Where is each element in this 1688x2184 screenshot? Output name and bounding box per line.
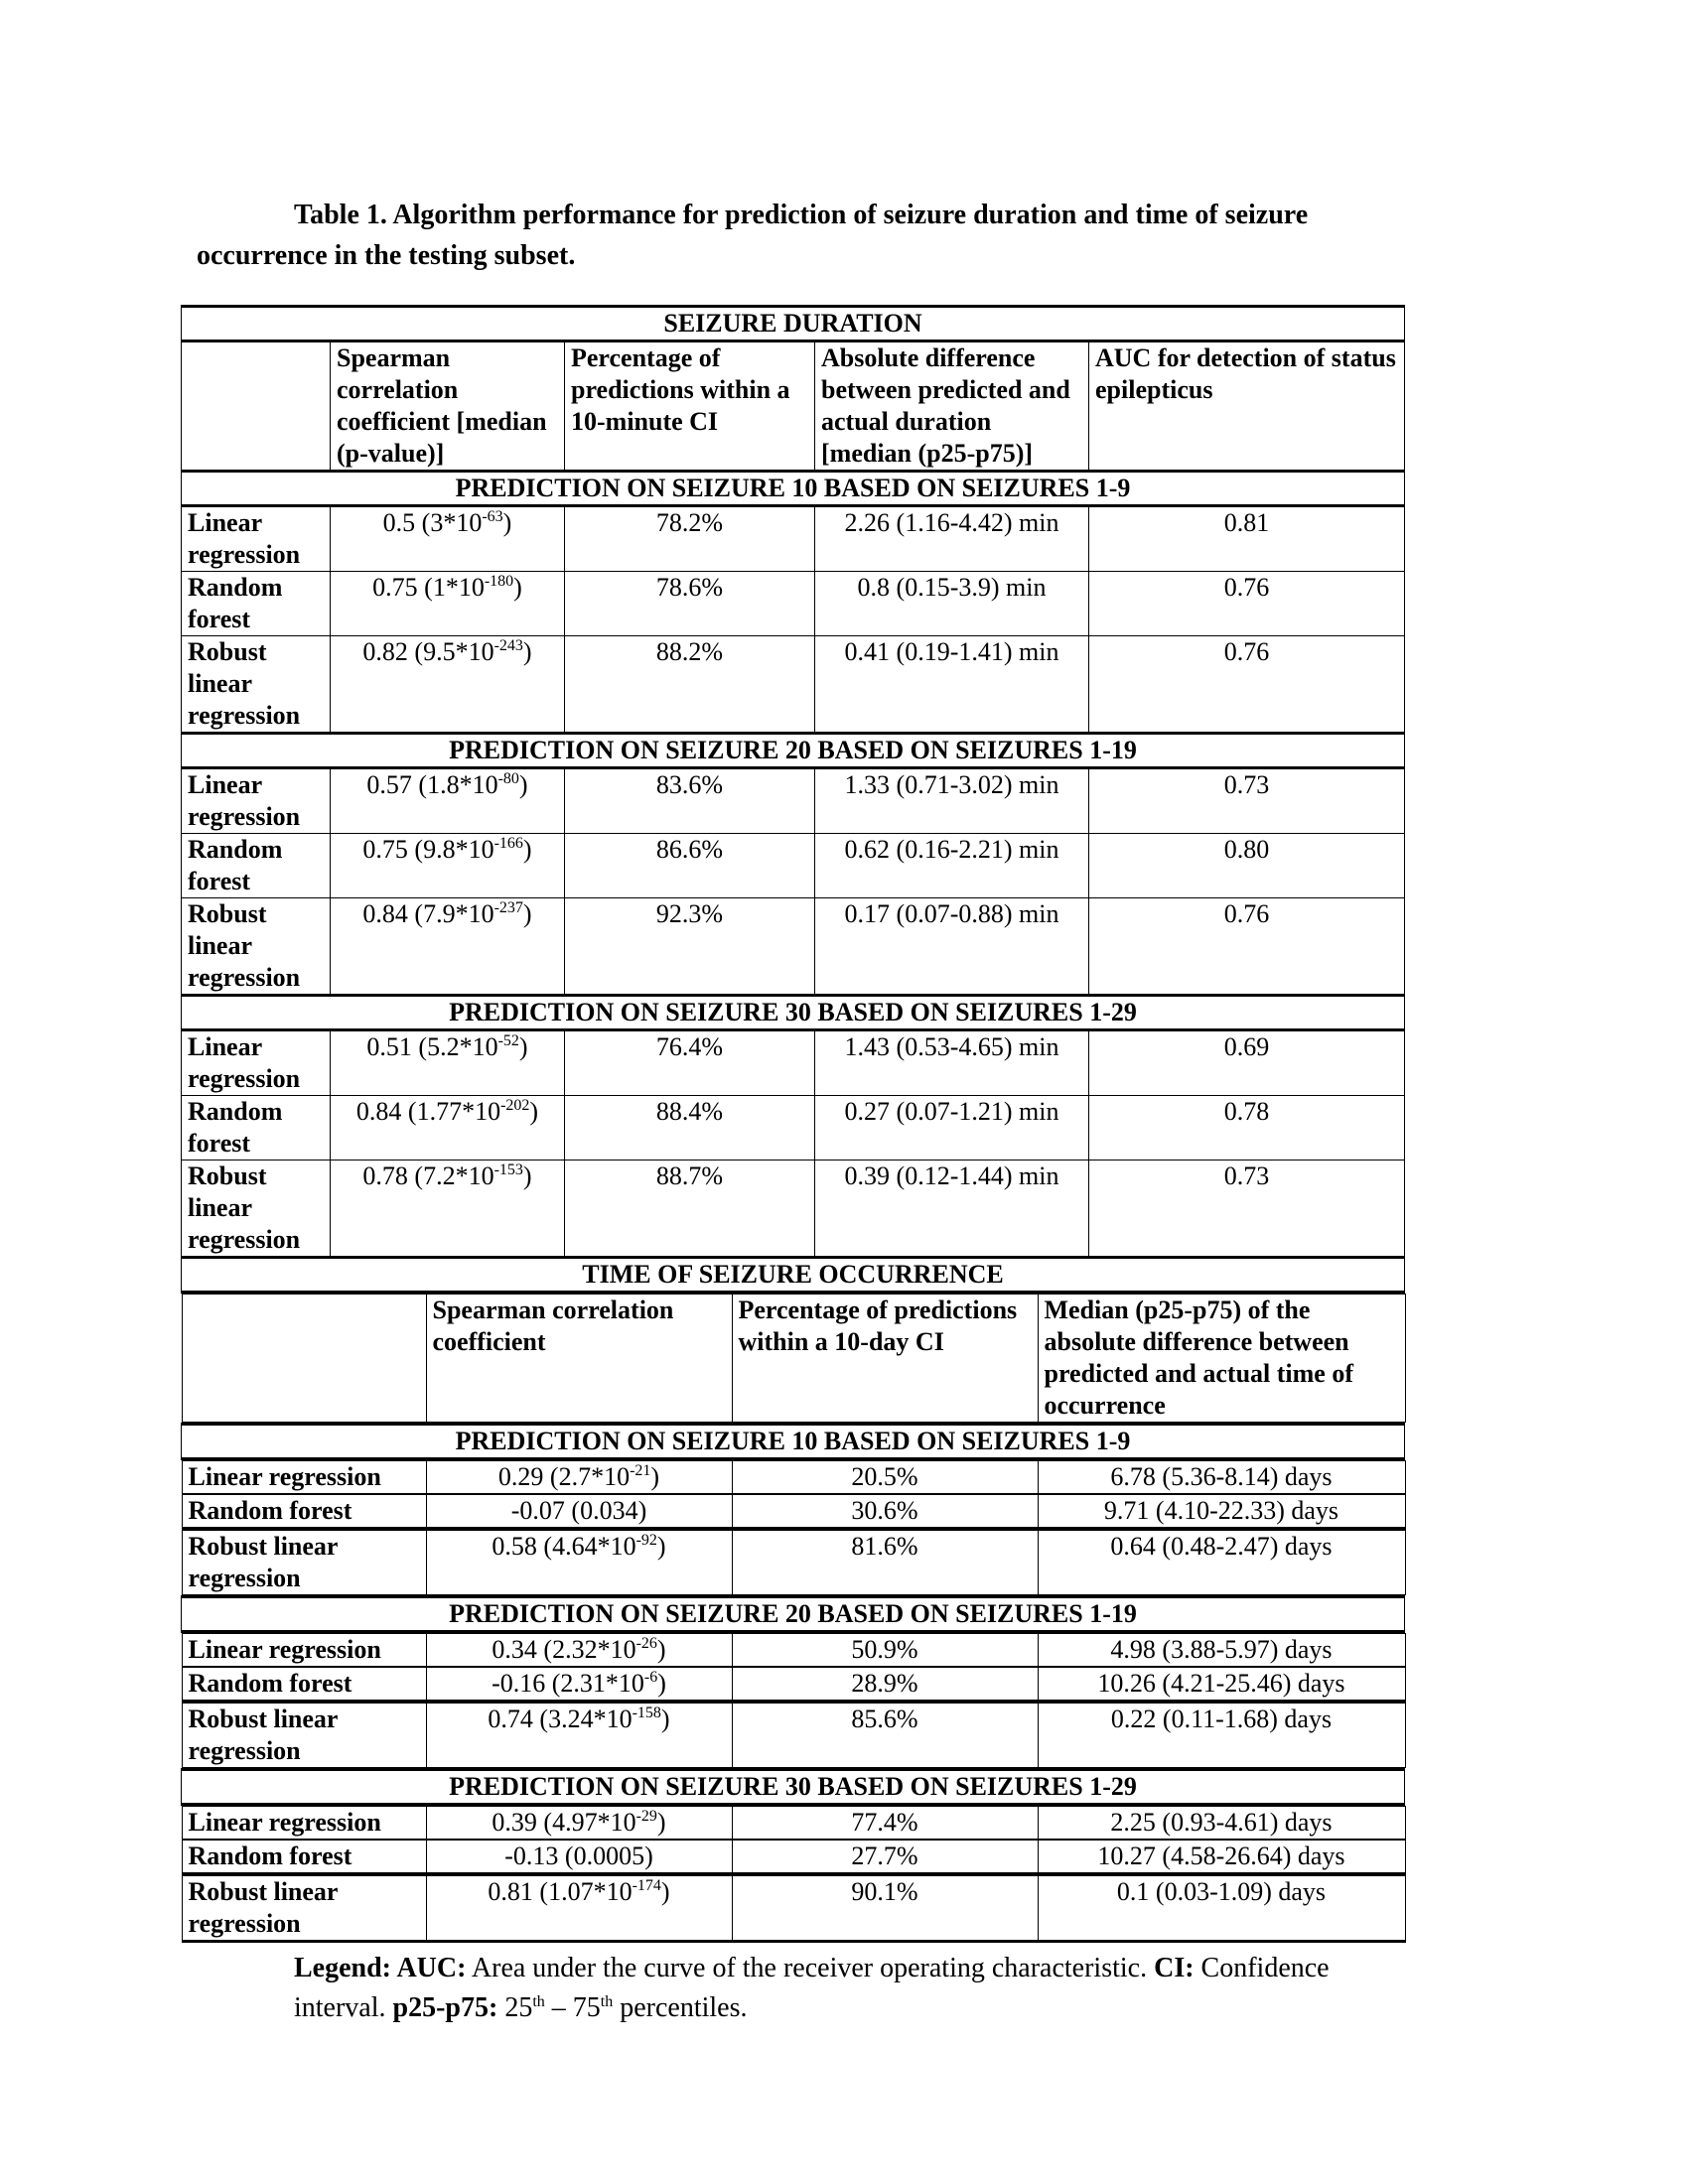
p-value-exponent: -237 — [493, 899, 523, 916]
row-label: Robust linear regression — [182, 1530, 426, 1595]
spearman-value: -0.16 (2.31*10 — [492, 1669, 644, 1698]
p-value-exponent: -29 — [635, 1808, 657, 1825]
row-label: Random forest — [182, 1841, 426, 1873]
percentage-cell: 28.9% — [732, 1668, 1038, 1701]
table-row — [182, 1096, 1405, 1160]
duration-header-row — [182, 341, 1405, 472]
occurrence-header-row — [182, 1295, 1405, 1423]
spearman-cell — [426, 1634, 732, 1667]
spearman-value: 0.51 (5.2*10 — [366, 1032, 498, 1061]
spearman-cell — [331, 506, 565, 572]
group-title: PREDICTION ON SEIZURE 20 BASED ON SEIZURES 1-19 — [182, 734, 1405, 768]
spearman-close: ) — [513, 573, 522, 602]
spearman-value: 0.34 (2.32*10 — [492, 1635, 636, 1664]
table-and-legend — [181, 305, 1404, 2028]
header-spearman: Spearman correlation coefficient [median (p-value)] — [331, 341, 565, 472]
table-row — [182, 1530, 1405, 1595]
section-title-duration: SEIZURE DURATION — [182, 307, 1405, 341]
table-row — [182, 1160, 1405, 1258]
percentage-cell: 83.6% — [565, 768, 815, 834]
abs-diff-cell: 0.17 (0.07-0.88) min — [815, 898, 1089, 996]
row-label: Robust linear regression — [182, 1703, 426, 1768]
percentage-cell: 90.1% — [732, 1875, 1038, 1942]
row-label: Random forest — [182, 572, 331, 636]
section-title-row — [182, 1258, 1405, 1293]
percentage-cell: 86.6% — [565, 834, 815, 898]
table-row — [182, 834, 1405, 898]
legend-sup-2: th — [600, 1993, 614, 2010]
spearman-close: ) — [522, 637, 532, 666]
spearman-value: 0.75 (9.8*10 — [362, 835, 494, 864]
auc-cell: 0.76 — [1089, 572, 1405, 636]
percentage-cell: 78.2% — [565, 506, 815, 572]
p-value-exponent: -158 — [632, 1705, 661, 1721]
spearman-value: 0.58 (4.64*10 — [492, 1532, 636, 1561]
caption-line-2: occurrence in the testing subset. — [197, 240, 576, 271]
group-title: PREDICTION ON SEIZURE 10 BASED ON SEIZURES 1-9 — [182, 1425, 1405, 1459]
spearman-cell — [426, 1841, 732, 1873]
group-title: PREDICTION ON SEIZURE 10 BASED ON SEIZURES 1-9 — [182, 472, 1405, 506]
percentage-cell: 76.4% — [565, 1030, 815, 1096]
spearman-close: ) — [522, 899, 532, 928]
auc-cell: 0.76 — [1089, 636, 1405, 734]
section-title-occurrence: TIME OF SEIZURE OCCURRENCE — [182, 1258, 1405, 1293]
group-header-row — [182, 1425, 1405, 1459]
p-value-exponent: -52 — [497, 1032, 519, 1049]
p-value-exponent: -243 — [493, 637, 523, 654]
percentage-cell: 81.6% — [732, 1530, 1038, 1595]
spearman-close: ) — [657, 1669, 666, 1698]
row-label: Robust linear regression — [182, 1160, 331, 1258]
header-empty — [182, 1295, 426, 1423]
spearman-cell — [331, 572, 565, 636]
header-abs-diff: Median (p25-p75) of the absolute difference between predicted and actual time of occurrence — [1038, 1295, 1405, 1423]
row-label: Random forest — [182, 1668, 426, 1701]
spearman-close: ) — [660, 1877, 670, 1906]
spearman-value: 0.84 (1.77*10 — [355, 1097, 501, 1126]
row-label: Linear regression — [182, 506, 331, 572]
occurrence-row-wrapper — [182, 1632, 1405, 1668]
p-value-exponent: -166 — [493, 835, 523, 852]
legend — [197, 1949, 1428, 2028]
percentage-cell: 88.7% — [565, 1160, 815, 1258]
group-title: PREDICTION ON SEIZURE 30 BASED ON SEIZURES 1-29 — [182, 996, 1405, 1030]
spearman-cell — [331, 834, 565, 898]
legend-auc-label: Legend: AUC: — [294, 1953, 467, 1983]
group-header-row — [182, 1770, 1405, 1805]
row-label: Linear regression — [182, 1461, 426, 1494]
percentage-cell: 92.3% — [565, 898, 815, 996]
spearman-cell — [331, 1160, 565, 1258]
spearman-close: ) — [522, 835, 532, 864]
seizure-duration-section — [182, 307, 1405, 1258]
percentage-cell: 77.4% — [732, 1807, 1038, 1840]
auc-cell: 0.80 — [1089, 834, 1405, 898]
occurrence-row-wrapper — [182, 1805, 1405, 1841]
occurrence-row-wrapper — [182, 1840, 1405, 1873]
p-value-exponent: -21 — [630, 1462, 651, 1479]
row-label: Linear regression — [182, 768, 331, 834]
spearman-close: ) — [656, 1532, 666, 1561]
percentage-cell: 78.6% — [565, 572, 815, 636]
spearman-close: ) — [518, 1032, 528, 1061]
p-value-exponent: -153 — [493, 1161, 523, 1178]
spearman-cell — [331, 1096, 565, 1160]
time-of-occurrence-section — [182, 1258, 1405, 1944]
occurrence-row-wrapper — [182, 1528, 1405, 1597]
table-row — [182, 768, 1405, 834]
spearman-value: -0.07 (0.034) — [510, 1496, 647, 1525]
abs-diff-cell: 0.64 (0.48-2.47) days — [1038, 1530, 1405, 1595]
spearman-cell — [426, 1875, 732, 1942]
percentage-cell: 27.7% — [732, 1841, 1038, 1873]
legend-p-text-1: 25 — [497, 1992, 533, 2023]
group-title: PREDICTION ON SEIZURE 20 BASED ON SEIZURES 1-19 — [182, 1597, 1405, 1632]
spearman-cell — [426, 1461, 732, 1494]
spearman-close: ) — [522, 1161, 532, 1190]
occurrence-row-wrapper — [182, 1873, 1405, 1943]
header-percentage: Percentage of predictions within a 10-minute CI — [565, 341, 815, 472]
spearman-value: 0.78 (7.2*10 — [362, 1161, 494, 1190]
spearman-value: 0.82 (9.5*10 — [362, 637, 494, 666]
spearman-cell — [331, 636, 565, 734]
header-empty — [182, 341, 331, 472]
p-value-exponent: -92 — [635, 1532, 657, 1549]
abs-diff-cell: 0.8 (0.15-3.9) min — [815, 572, 1089, 636]
spearman-close: ) — [656, 1635, 666, 1664]
abs-diff-cell: 10.26 (4.21-25.46) days — [1038, 1668, 1405, 1701]
occurrence-header-wrapper — [182, 1293, 1405, 1425]
occurrence-row-wrapper — [182, 1494, 1405, 1528]
percentage-cell: 88.2% — [565, 636, 815, 734]
percentage-cell: 30.6% — [732, 1495, 1038, 1528]
abs-diff-cell: 0.39 (0.12-1.44) min — [815, 1160, 1089, 1258]
occurrence-row-wrapper — [182, 1667, 1405, 1701]
row-label: Random forest — [182, 834, 331, 898]
auc-cell: 0.69 — [1089, 1030, 1405, 1096]
abs-diff-cell: 0.27 (0.07-1.21) min — [815, 1096, 1089, 1160]
table-caption — [197, 195, 1428, 276]
table-row — [182, 1461, 1405, 1494]
spearman-cell — [426, 1668, 732, 1701]
table-row — [182, 572, 1405, 636]
percentage-cell: 50.9% — [732, 1634, 1038, 1667]
table-row — [182, 1030, 1405, 1096]
auc-cell: 0.73 — [1089, 1160, 1405, 1258]
caption-line-1: Table 1. Algorithm performance for prediction of seizure duration and time of seizure — [294, 200, 1309, 230]
table-row — [182, 636, 1405, 734]
table-row — [182, 1703, 1405, 1768]
spearman-cell — [426, 1530, 732, 1595]
legend-line — [197, 1949, 1428, 2028]
legend-p-text-2: – 75 — [544, 1992, 601, 2023]
p-value-exponent: -26 — [635, 1635, 657, 1652]
row-label: Linear regression — [182, 1634, 426, 1667]
row-label: Robust linear regression — [182, 636, 331, 734]
abs-diff-cell: 4.98 (3.88-5.97) days — [1038, 1634, 1405, 1667]
abs-diff-cell: 0.62 (0.16-2.21) min — [815, 834, 1089, 898]
spearman-cell — [426, 1703, 732, 1768]
spearman-cell — [426, 1807, 732, 1840]
percentage-cell: 20.5% — [732, 1461, 1038, 1494]
p-value-exponent: -180 — [484, 573, 514, 590]
group-header-row — [182, 996, 1405, 1030]
header-abs-diff: Absolute difference between predicted and actual duration [median (p25-p75)] — [815, 341, 1089, 472]
auc-cell: 0.73 — [1089, 768, 1405, 834]
auc-cell: 0.76 — [1089, 898, 1405, 996]
auc-cell: 0.78 — [1089, 1096, 1405, 1160]
spearman-cell — [426, 1495, 732, 1528]
header-auc: AUC for detection of status epilepticus — [1089, 341, 1405, 472]
legend-sup-1: th — [532, 1993, 545, 2010]
row-label: Linear regression — [182, 1030, 331, 1096]
row-label: Random forest — [182, 1096, 331, 1160]
row-label: Robust linear regression — [182, 1875, 426, 1942]
table-row — [182, 898, 1405, 996]
header-spearman: Spearman correlation coefficient — [426, 1295, 732, 1423]
abs-diff-cell: 10.27 (4.58-26.64) days — [1038, 1841, 1405, 1873]
table-row — [182, 506, 1405, 572]
p-value-exponent: -202 — [500, 1097, 530, 1114]
spearman-value: 0.75 (1*10 — [372, 573, 485, 602]
spearman-value: 0.29 (2.7*10 — [497, 1462, 631, 1491]
legend-p-label: p25-p75: — [392, 1992, 498, 2023]
abs-diff-cell: 1.33 (0.71-3.02) min — [815, 768, 1089, 834]
table-row — [182, 1634, 1405, 1667]
abs-diff-cell: 2.26 (1.16-4.42) min — [815, 506, 1089, 572]
spearman-cell — [331, 768, 565, 834]
spearman-value: -0.13 (0.0005) — [504, 1842, 653, 1870]
legend-ci-text: Confidence interval. — [294, 1953, 1330, 2023]
table-row — [182, 1495, 1405, 1528]
spearman-close: ) — [529, 1097, 539, 1126]
legend-auc-text: Area under the curve of the receiver operating characteristic. — [466, 1953, 1155, 1983]
abs-diff-cell: 2.25 (0.93-4.61) days — [1038, 1807, 1405, 1840]
spearman-close: ) — [656, 1808, 666, 1837]
group-title: PREDICTION ON SEIZURE 30 BASED ON SEIZURES 1-29 — [182, 1770, 1405, 1805]
results-table — [181, 305, 1405, 1943]
p-value-exponent: -63 — [482, 508, 503, 525]
spearman-value: 0.5 (3*10 — [382, 508, 483, 537]
spearman-value: 0.74 (3.24*10 — [488, 1705, 633, 1733]
spearman-value: 0.39 (4.97*10 — [492, 1808, 636, 1837]
legend-p-text-3: percentiles. — [613, 1992, 748, 2023]
occurrence-row-wrapper — [182, 1701, 1405, 1770]
abs-diff-cell: 0.22 (0.11-1.68) days — [1038, 1703, 1405, 1768]
occurrence-row-wrapper — [182, 1459, 1405, 1495]
group-header-row — [182, 734, 1405, 768]
abs-diff-cell: 0.1 (0.03-1.09) days — [1038, 1875, 1405, 1942]
spearman-cell — [331, 898, 565, 996]
spearman-close: ) — [660, 1705, 670, 1733]
legend-ci-label: CI: — [1154, 1953, 1195, 1983]
spearman-close: ) — [518, 770, 528, 799]
group-header-row — [182, 1597, 1405, 1632]
p-value-exponent: -174 — [632, 1877, 661, 1894]
row-label: Linear regression — [182, 1807, 426, 1840]
table-row — [182, 1807, 1405, 1840]
spearman-cell — [331, 1030, 565, 1096]
p-value-exponent: -80 — [497, 770, 519, 787]
spearman-close: ) — [650, 1462, 660, 1491]
abs-diff-cell: 1.43 (0.53-4.65) min — [815, 1030, 1089, 1096]
row-label: Robust linear regression — [182, 898, 331, 996]
row-label: Random forest — [182, 1495, 426, 1528]
percentage-cell: 88.4% — [565, 1096, 815, 1160]
header-percentage: Percentage of predictions within a 10-day CI — [732, 1295, 1038, 1423]
abs-diff-cell: 6.78 (5.36-8.14) days — [1038, 1461, 1405, 1494]
spearman-value: 0.81 (1.07*10 — [488, 1877, 633, 1906]
spearman-value: 0.84 (7.9*10 — [362, 899, 494, 928]
table-row — [182, 1875, 1405, 1942]
group-header-row — [182, 472, 1405, 506]
percentage-cell: 85.6% — [732, 1703, 1038, 1768]
abs-diff-cell: 9.71 (4.10-22.33) days — [1038, 1495, 1405, 1528]
p-value-exponent: -6 — [643, 1669, 658, 1686]
table-row — [182, 1841, 1405, 1873]
spearman-close: ) — [502, 508, 512, 537]
auc-cell: 0.81 — [1089, 506, 1405, 572]
table-row — [182, 1668, 1405, 1701]
abs-diff-cell: 0.41 (0.19-1.41) min — [815, 636, 1089, 734]
spearman-value: 0.57 (1.8*10 — [366, 770, 498, 799]
